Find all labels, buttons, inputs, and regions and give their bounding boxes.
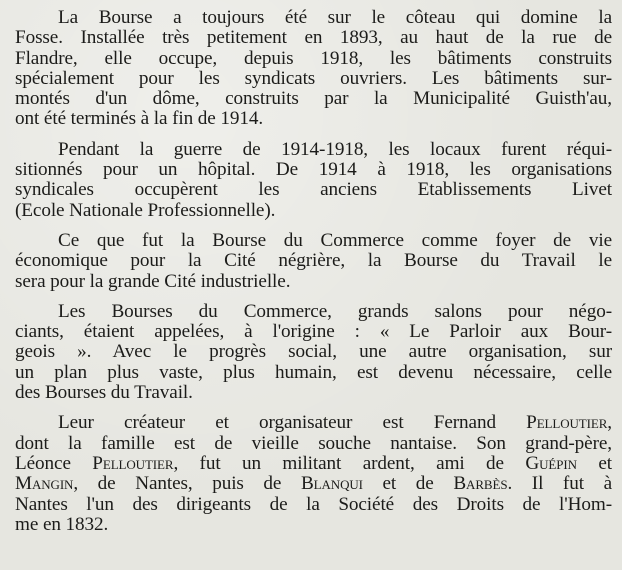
person-name: Pelloutier [92,452,174,474]
text-line: syndicales occupèrent les anciens Etablissements Livet [15,179,612,201]
text-run: , de Nantes, puis de [73,473,301,495]
text-run: et [576,452,612,474]
text-line [15,413,612,433]
paragraph [15,8,612,130]
text-line: ont été terminés à la fin de 1914. [15,108,264,130]
text-line: Les Bourses du Commerce, grands salons pour négo- [58,300,612,322]
text-line [15,454,612,474]
text-line [15,474,612,494]
text-line: ciants, étaient appelées, à l'origine : « Le Parloir aux Bour- [15,321,612,343]
text-run: , fut un militant ardent, ami de [173,452,526,474]
text-line: geois ». Avec le progrès social, une autre organisation, sur [15,341,612,363]
person-name: Guépin [525,452,577,474]
text-run: , [607,412,612,434]
paragraph [15,140,612,221]
text-line: un plan plus vaste, plus humain, est devenu nécessaire, celle [15,361,612,383]
text-line: Ce que fut la Bourse du Commerce comme foyer de vie [58,229,612,251]
text-line: spécialement pour les syndicats ouvriers. Les bâtiments sur- [15,67,612,89]
text-run: et de [362,473,454,495]
text-line: économique pour la Cité négrière, la Bourse du Travail le [15,250,612,272]
person-name: Mangin [15,473,74,495]
text-line: Flandre, elle occupe, depuis 1918, les bâtiments construits [15,47,612,69]
text-run: . Il fut à [507,473,612,495]
text-line: me en 1832. [15,513,109,535]
paragraph [15,231,612,292]
paragraph [15,302,612,403]
person-name: Barbès [453,473,508,495]
text-line: sera pour la grande Cité industrielle. [15,270,291,292]
person-name: Blanqui [300,473,363,495]
text-line: Fosse. Installée très petitement en 1893, au haut de la rue de [15,27,612,49]
text-line: Pendant la guerre de 1914-1918, les locaux furent réqui- [58,138,612,160]
text-line: des Bourses du Travail. [15,382,193,404]
text-run: Léonce [15,452,93,474]
text-line: Nantes l'un des dirigeants de la Société des Droits de l'Hom- [15,493,612,515]
paragraph [15,413,612,535]
text-line: montés d'un dôme, construits par la Municipalité Guisth'au, [15,88,612,110]
text-line: dont la famille est de vieille souche nantaise. Son grand-père, [15,432,612,454]
text-line: sitionnés pour un hôpital. De 1914 à 1918, les organisations [15,159,612,181]
text-run: Leur créateur et organisateur est Fernand [58,412,527,434]
text-line: La Bourse a toujours été sur le côteau qui domine la [58,7,612,28]
text-line: (Ecole Nationale Professionnelle). [15,199,276,221]
person-name: Pelloutier [526,412,608,434]
